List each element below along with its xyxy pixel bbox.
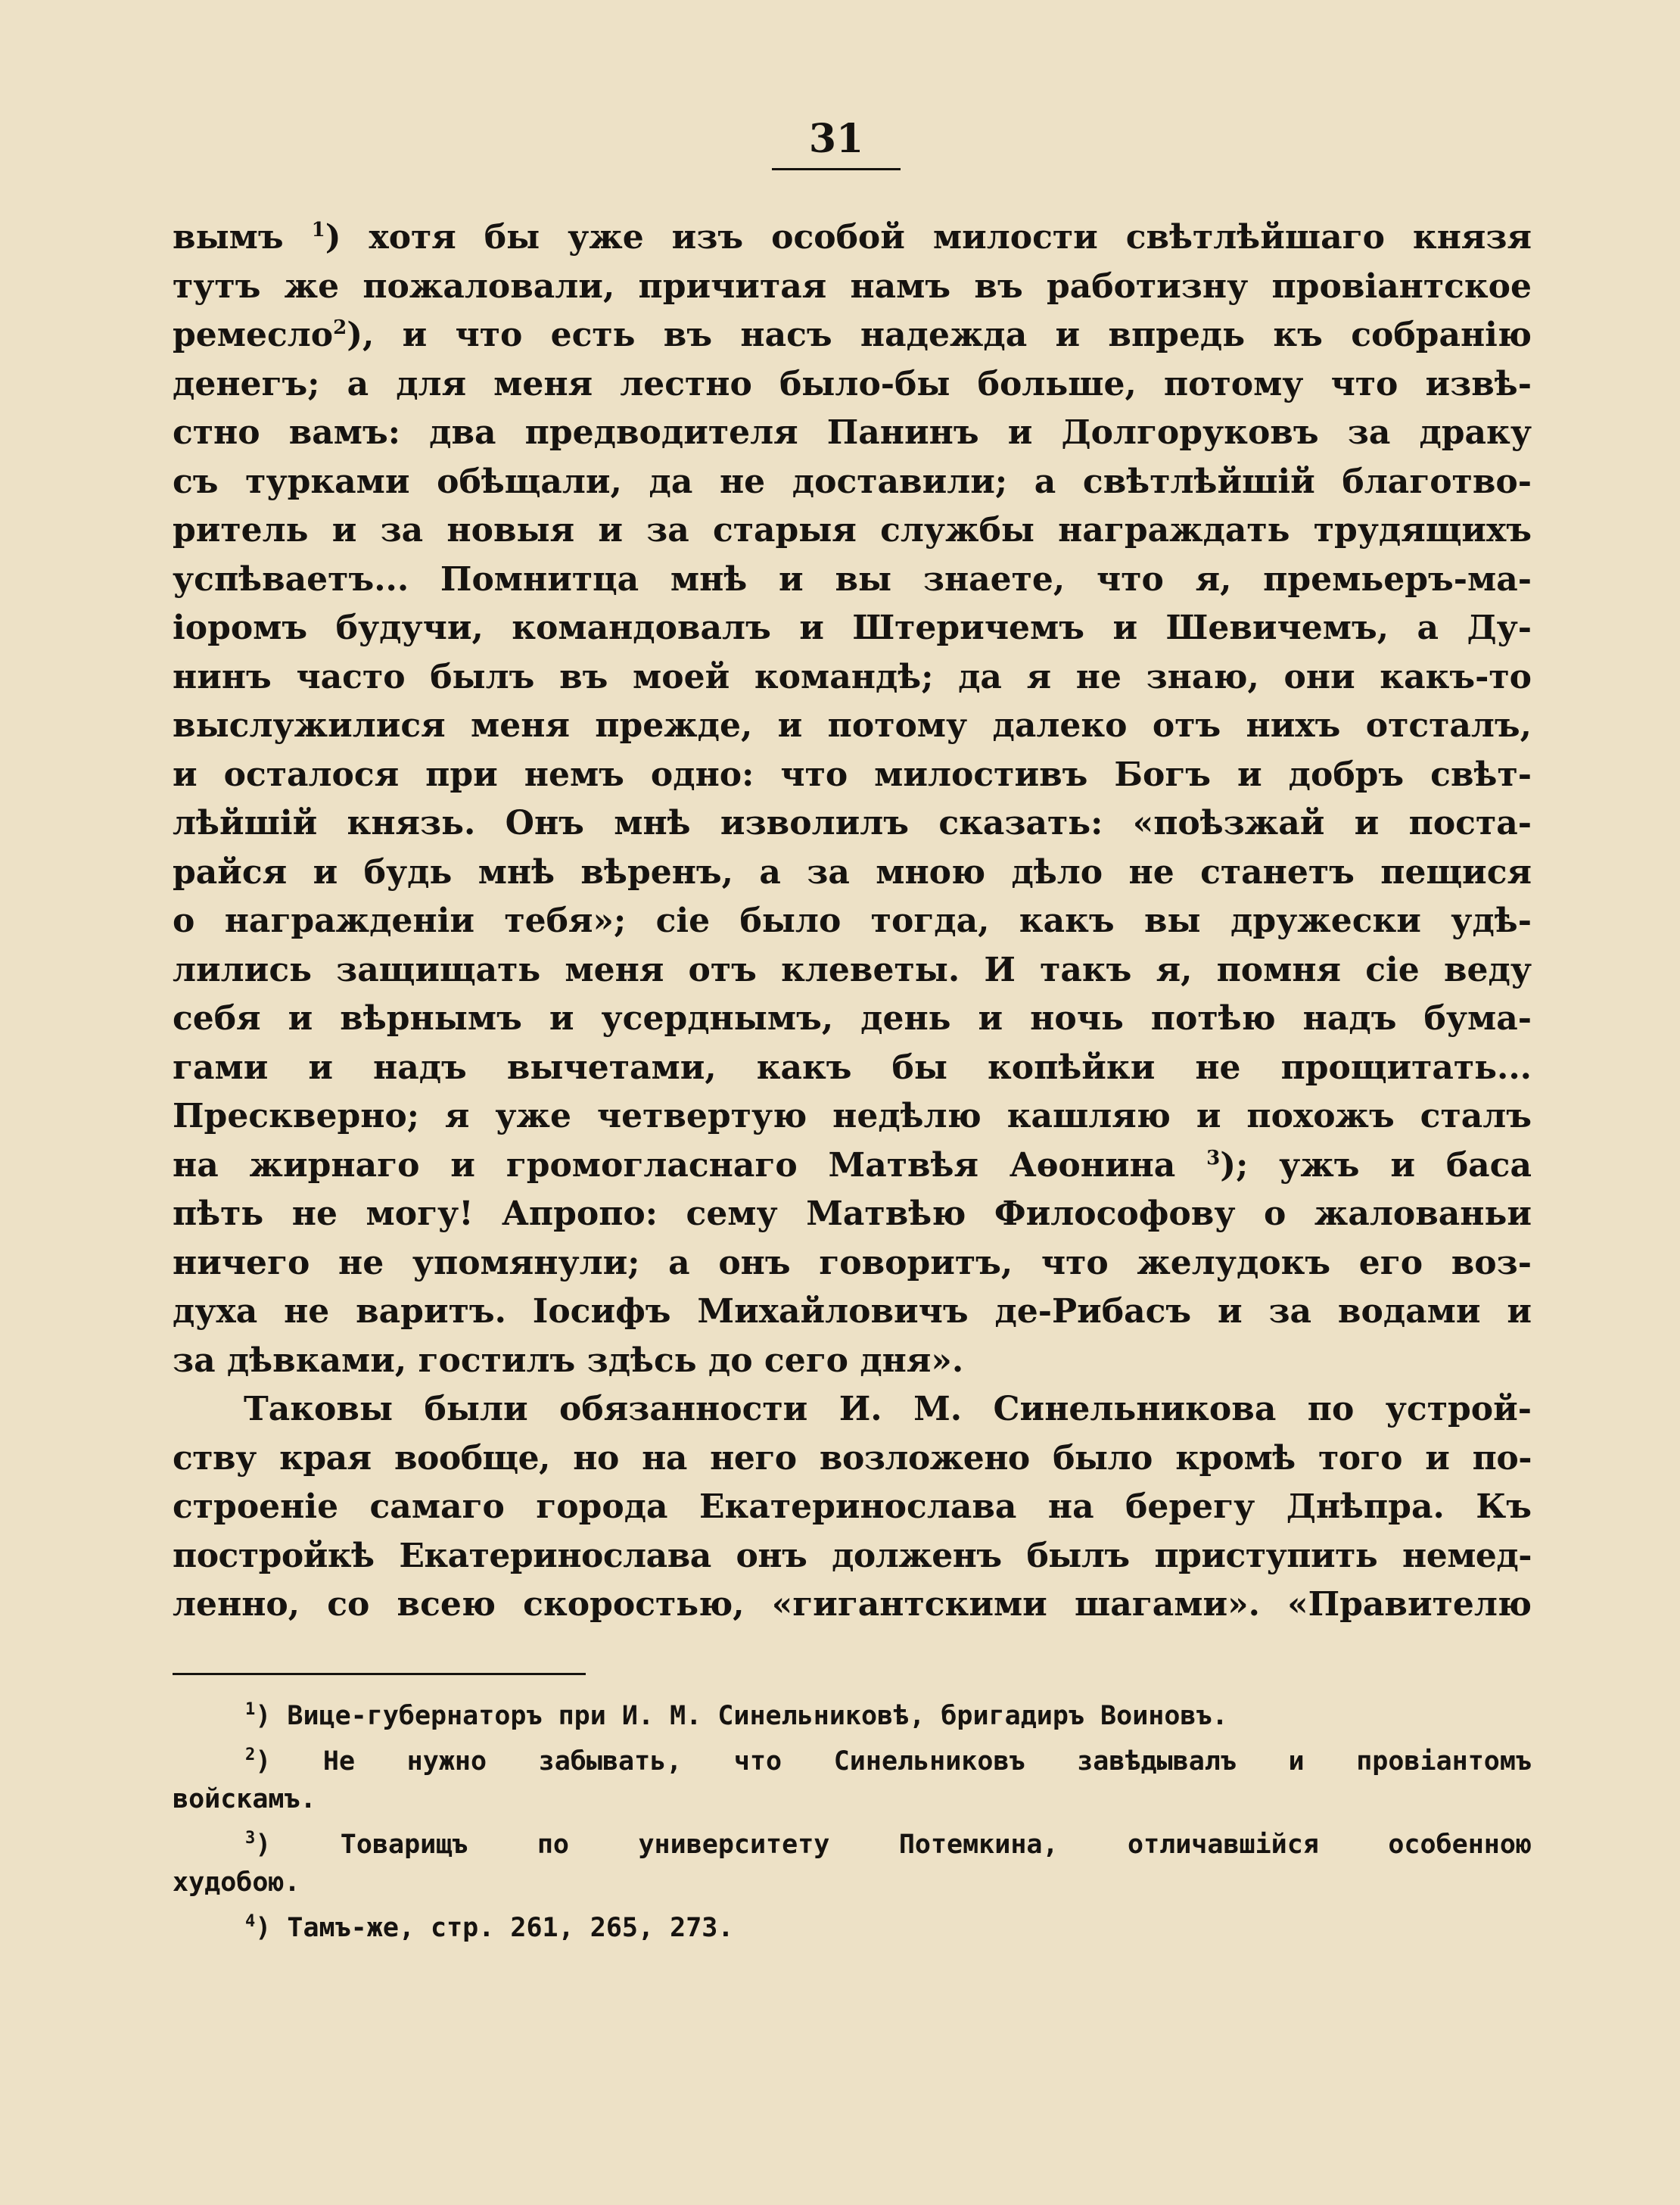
footnote-ref-1: 1 (311, 219, 325, 241)
page-number: 31 (808, 116, 864, 162)
text-line-19: Прескверно; я уже четвертую недѣлю кашляю и похожъ сталъ (173, 1097, 1532, 1135)
text-line-9: іоромъ будучи, командовалъ и Штеричемъ и Шевичемъ, а Ду- (173, 609, 1532, 647)
text-line-28: постройкѣ Екатеринослава онъ долженъ былъ приступить немед- (173, 1536, 1532, 1575)
text-line-21: пѣть не могу! Апропо: сему Матвѣю Философову о жалованьи (173, 1194, 1532, 1233)
text-line-5: стно вамъ: два предводителя Панинъ и Долгоруковъ за драку (173, 413, 1532, 452)
body-text (173, 213, 1532, 1630)
text-line-14: райся и будь мнѣ вѣренъ, а за мною дѣло не станетъ пещися (173, 852, 1532, 892)
footnote-4: $^4$) Тамъ-же, стр. 261, 265, 273. (245, 1912, 734, 1943)
text-line-8: успѣваетъ... Помнитца мнѣ и вы знаете, что я, премьеръ-ма- (173, 559, 1532, 599)
footnote-marker-3: 3 (245, 1829, 256, 1848)
text-line-3: ремесло$^2$), и что есть въ насъ надежда и впредь къ собранію (173, 316, 1532, 354)
text-line-6: съ турками обѣщали, да не доставили; а свѣтлѣйшій благотво- (173, 462, 1532, 501)
text-line-27: строеніе самаго города Екатеринослава на берегу Днѣпра. Къ (173, 1487, 1532, 1526)
text-line-2: тутъ же пожаловали, причитая намъ въ работизну провіантское (173, 266, 1532, 306)
footnote-2: $^2$) Не нужно забывать, что Синельниковъ завѣдывалъ и провіантомъ войскамъ. (173, 1746, 1532, 1814)
text-line-29: ленно, со всею скоростью, «гигантскими шагами». «Правителю (173, 1585, 1532, 1624)
footnote-marker-2: 2 (245, 1746, 256, 1764)
text-line-26: ству края вообще, но на него возложено было кромѣ того и по- (173, 1438, 1532, 1478)
text-line-12: и осталося при немъ одно: что милостивъ Богъ и добръ свѣт- (173, 755, 1532, 794)
text-line-22: ничего не упомянули; а онъ говоритъ, что желудокъ его воз- (173, 1243, 1532, 1282)
text-line-11: выслужилися меня прежде, и потому далеко отъ нихъ отсталъ, (173, 706, 1532, 745)
text-line-23: духа не варитъ. Іосифъ Михайловичъ де-Рибасъ и за водами и (173, 1292, 1532, 1331)
text-line-24: за дѣвками, гостилъ здѣсь до сего дня». (173, 1341, 964, 1380)
text-line-4: денегъ; а для меня лестно было-бы больше, потому что извѣ- (173, 364, 1532, 403)
footnote-3: $^3$) Товарищъ по университету Потемкина, отличавшійся особенною худобою. (173, 1829, 1532, 1898)
footnote-marker-1: 1 (245, 1700, 256, 1719)
text-line-13: лѣйшій князь. Онъ мнѣ изволилъ сказать: «поѣзжай и поста- (173, 804, 1532, 842)
footnote-marker-4: 4 (245, 1912, 256, 1931)
footnote-ref-2: 2 (333, 316, 347, 339)
text-line-10: нинъ часто былъ въ моей командѣ; да я не знаю, они какъ-то (173, 657, 1532, 696)
footnotes (173, 1697, 1532, 1954)
text-line-16: лились защищать меня отъ клеветы. И такъ я, помня сіе веду (173, 950, 1532, 989)
text-line-7: ритель и за новыя и за старыя службы награждать трудящихъ (173, 511, 1532, 550)
text-line-18: гами и надъ вычетами, какъ бы копѣйки не прощитать... (173, 1048, 1532, 1087)
text-line-17: себя и вѣрнымъ и усерднымъ, день и ночь потѣю надъ бума- (173, 999, 1532, 1038)
text-line-1: вымъ $^1$) хотя бы уже изъ особой милости свѣтлѣйшаго князя (173, 218, 1532, 257)
text-line-15: о награжденіи тебя»; сіе было тогда, какъ вы дружески удѣ- (173, 902, 1532, 940)
footnote-separator (173, 1673, 586, 1675)
text-line-25: Таковы были обязанности И. М. Синельникова по устрой- (244, 1390, 1532, 1428)
page-number-underline (772, 168, 901, 170)
footnote-1: $^1$) Вице-губернаторъ при И. М. Синельниковѣ, бригадиръ Воиновъ. (245, 1700, 1228, 1731)
text-line-20: на жирнаго и громогласнаго Матвѣя Аѳонина $^3$); ужъ и баса (173, 1145, 1532, 1185)
footnote-ref-3: 3 (1206, 1146, 1221, 1169)
